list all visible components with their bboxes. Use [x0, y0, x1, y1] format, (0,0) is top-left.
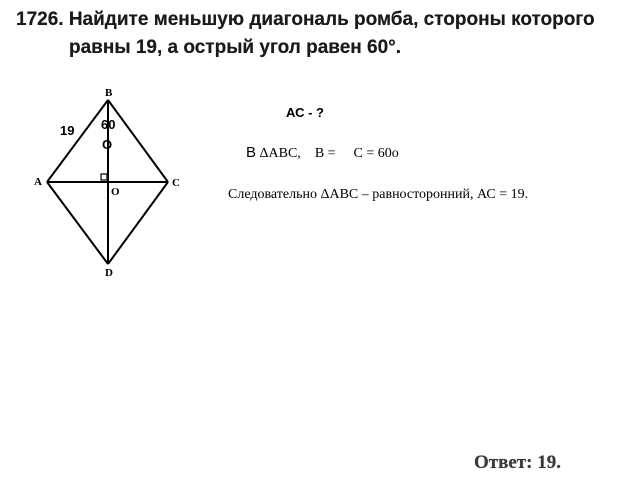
angle-c-text: С	[353, 146, 363, 161]
side-ab	[47, 100, 108, 182]
side-bc	[108, 100, 168, 182]
vertex-label-a: A	[34, 176, 42, 188]
angle-b-text: В =	[314, 146, 336, 161]
angle-label-degree: О	[102, 137, 113, 152]
triangle-prefix: В	[246, 144, 257, 161]
problem-text-line1: Найдите меньшую диагональ ромба, стороны которого	[68, 9, 595, 30]
triangle-name: ΔАВС,	[259, 146, 301, 161]
angle-value-text: = 60о	[366, 146, 399, 161]
triangle-angles-line	[246, 144, 399, 162]
vertex-label-b: B	[105, 87, 113, 99]
problem-text-line2: равны 19, а острый угол равен 60°.	[69, 37, 402, 58]
right-angle-mark	[101, 174, 107, 180]
vertex-label-c: C	[172, 177, 180, 189]
vertex-label-o: O	[111, 186, 120, 198]
side-length-label: 19	[60, 123, 75, 138]
conclusion-text: Следовательно ΔАВС – равносторонний, АС = 19.	[228, 187, 529, 202]
problem-number: 1726.	[16, 9, 64, 30]
angle-label-value: 60	[101, 117, 116, 132]
vertex-label-d: D	[105, 267, 113, 279]
question-ac: АС - ?	[286, 105, 324, 120]
answer-text: Ответ: 19.	[474, 452, 561, 473]
side-ad	[47, 182, 108, 264]
